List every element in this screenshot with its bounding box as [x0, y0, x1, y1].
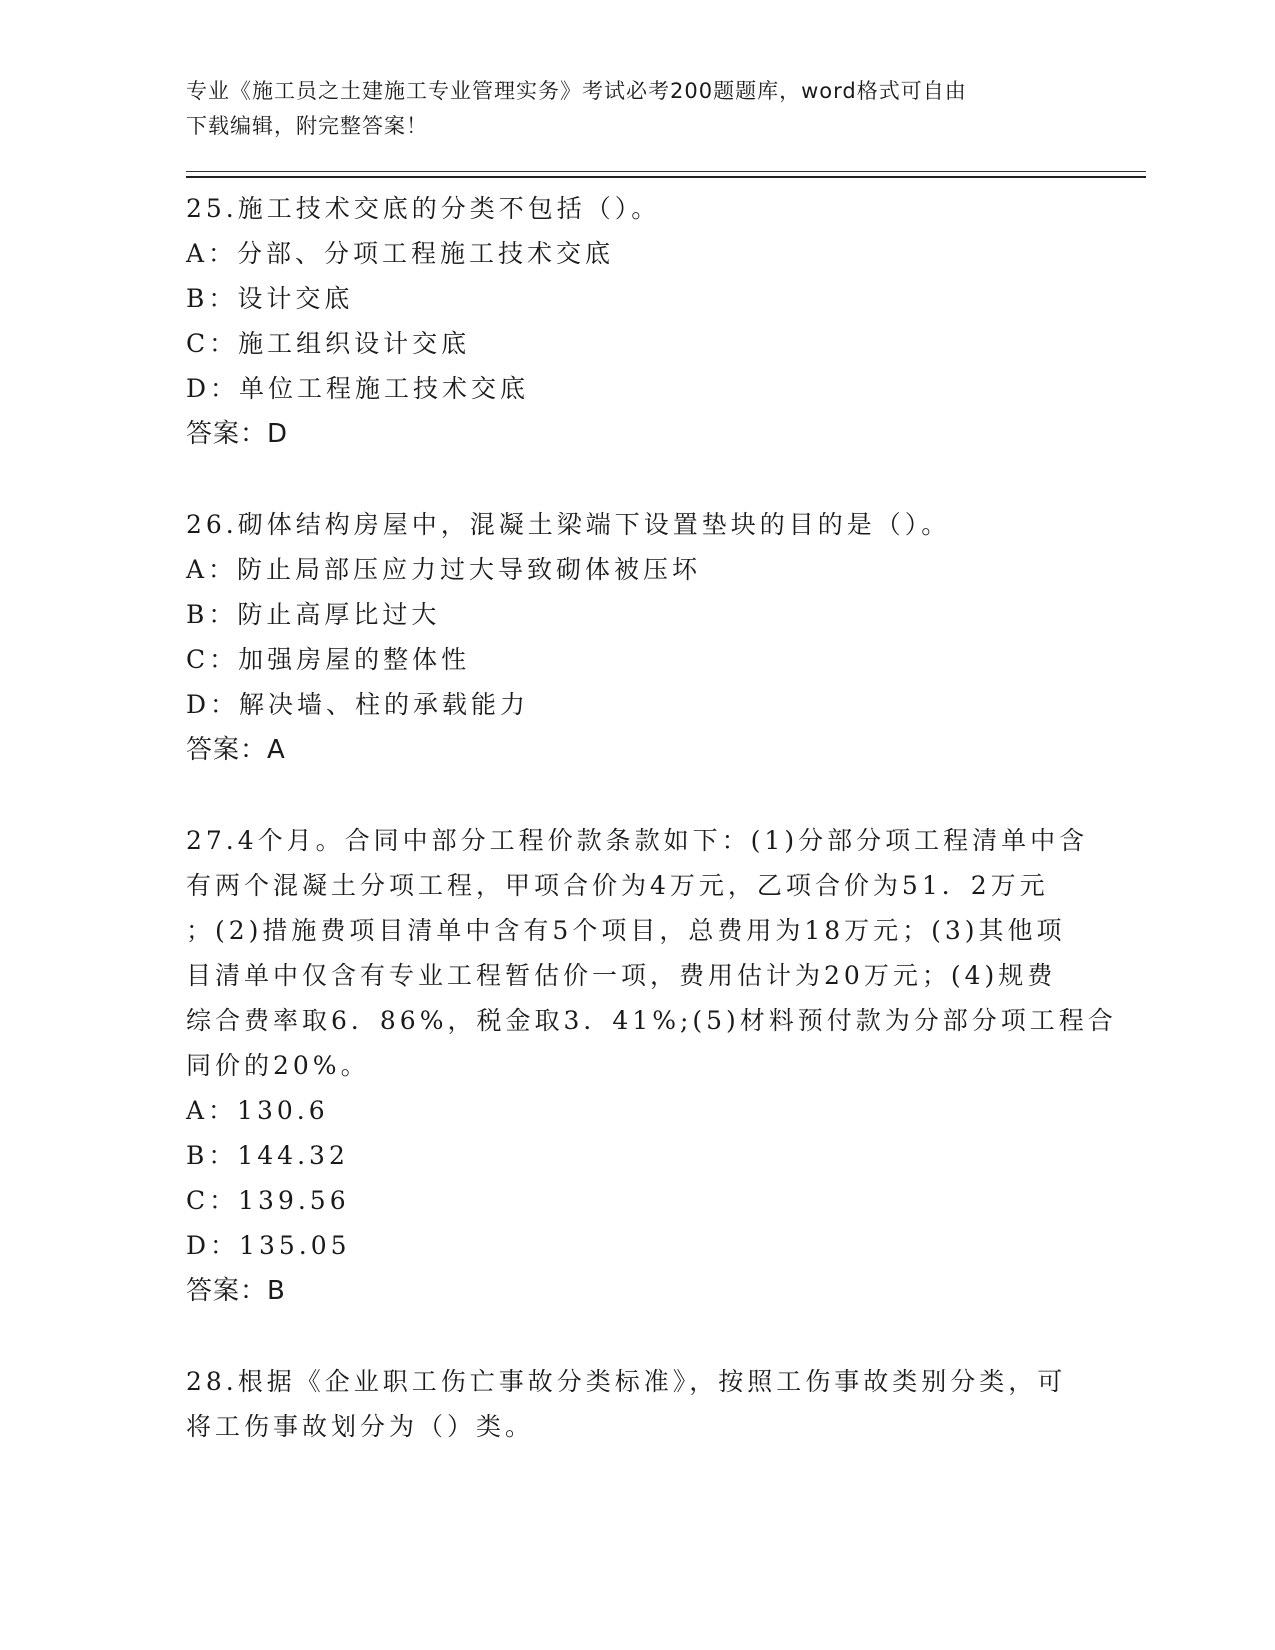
answer-label: 答案：A	[186, 735, 286, 765]
question-stem-line: 综合费率取6．86%，税金取3．41%;(5)材料预付款为分部分项工程合	[186, 1006, 1117, 1035]
header-line-1: 专业《施工员之土建施工专业管理实务》考试必考200题题库，word格式可自由	[186, 79, 967, 103]
question-stem-line: 有两个混凝土分项工程，甲项合价为4万元，乙项合价为51．2万元	[186, 871, 1049, 900]
answer-label: 答案：D	[186, 419, 289, 449]
option-c: C：139.56	[186, 1186, 350, 1215]
document-header	[186, 74, 1066, 144]
question-stem-line: 28.根据《企业职工伤亡事故分类标准》，按照工伤事故类别分类，可	[186, 1367, 1067, 1396]
option-c: C：加强房屋的整体性	[186, 645, 471, 674]
option-c: C：施工组织设计交底	[186, 329, 471, 358]
answer-label: 答案：B	[186, 1276, 286, 1306]
question-stem-line: ；(2)措施费项目清单中含有5个项目，总费用为18万元；(3)其他项	[186, 916, 1066, 945]
option-b: B：设计交底	[186, 284, 354, 313]
option-a: A：130.6	[186, 1096, 329, 1125]
question-stem-line: 同价的20%。	[186, 1051, 370, 1080]
header-divider-thick	[186, 176, 1146, 178]
option-d: D：单位工程施工技术交底	[186, 374, 530, 403]
question-stem-line: 将工伤事故划分为（）类。	[186, 1412, 535, 1441]
option-d: D：解决墙、柱的承载能力	[186, 690, 530, 719]
question-stem-line: 27.4个月。合同中部分工程价款条款如下：(1)分部分项工程清单中含	[186, 826, 1089, 855]
header-line-2: 下载编辑，附完整答案！	[186, 114, 428, 138]
option-a: A：分部、分项工程施工技术交底	[186, 239, 615, 268]
question-stem: 26.砌体结构房屋中，混凝土梁端下设置垫块的目的是（）。	[186, 510, 951, 539]
question-stem: 25.施工技术交底的分类不包括（）。	[186, 194, 661, 223]
question-stem-line: 目清单中仅含有专业工程暂估价一项，费用估计为20万元；(4)规费	[186, 961, 1057, 990]
option-b: B：144.32	[186, 1141, 349, 1170]
header-divider-thin	[186, 171, 1146, 172]
option-d: D：135.05	[186, 1231, 351, 1260]
option-b: B：防止高厚比过大	[186, 600, 441, 629]
option-a: A：防止局部压应力过大导致砌体被压坏	[186, 555, 702, 584]
